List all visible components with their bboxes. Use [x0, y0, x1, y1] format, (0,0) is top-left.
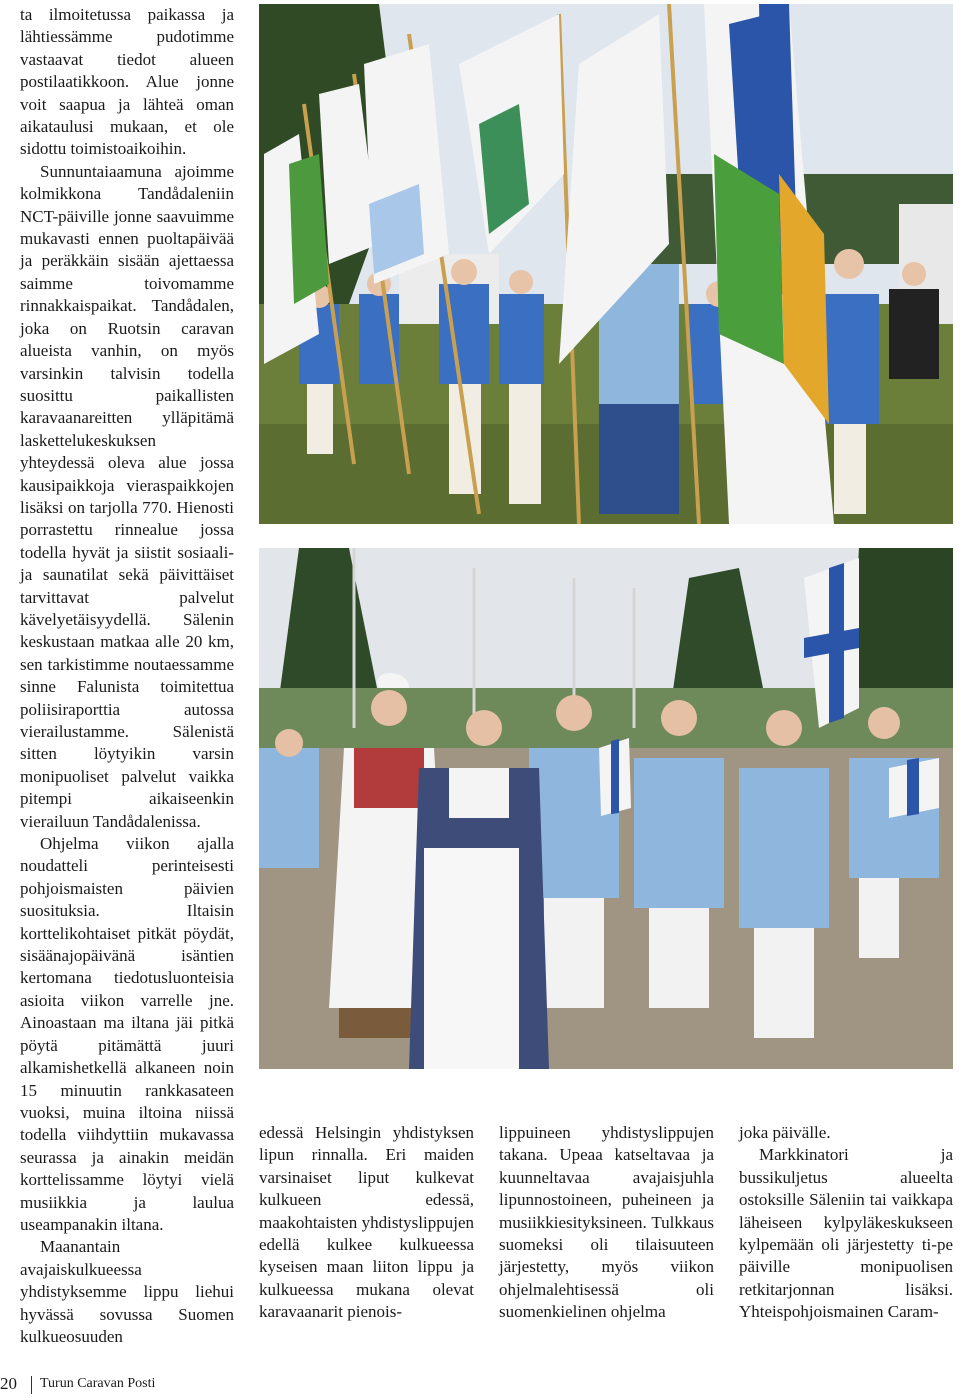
article-column-bottom-2 — [499, 1122, 714, 1324]
paragraph: Maanantain avajaiskulkueessa yhdistyksemme lippu liehui hyvässä sovussa Suomen kulkueosuuden — [20, 1237, 234, 1346]
paragraph: ta ilmoitetussa paikassa ja lähtiessämme pudotimme vastaavat tiedot alueen postilaatikkoon. Alue jonne voit saapua ja lähteä oman aikataulusi mukaan, et ole sidottu toimistoaikoihin. — [20, 5, 234, 159]
photo-folk-costumes — [259, 548, 953, 1069]
paragraph: Markkinatori ja bussikuljetus alueelta ostoksille Säleniin tai vaikkapa läheiseen kylpyläkeskukseen kylpemään oli järjestetty ti-pe päiville monipuolisen retkitarjonnan lisäksi. Yhteispohjoismainen Caram- — [739, 1145, 953, 1322]
page-footer — [0, 1374, 400, 1398]
paragraph: joka päivälle. — [739, 1123, 831, 1142]
article-column-bottom-1 — [259, 1122, 474, 1324]
footer-divider — [31, 1376, 32, 1394]
page-number: 20 — [0, 1374, 17, 1393]
paragraph: lippuineen yhdistyslippujen takana. Upeaa katseltavaa ja kuunneltavaa avajaisjuhla lipunnostoineen, puheineen ja musiikkiesityksineen. Tulkkaus suomeksi oli tilaisuuteen järjestetty, myös viikon ohjelmalehtisessä oli suomenkielinen ohjelma — [499, 1123, 714, 1322]
paragraph: Sunnuntaiaamuna ajoimme kolmikkona Tandådaleniin NCT-päiville jonne saavuimme mukavasti ennen puoltapäivää ja peräkkäin sisään ajettaessa saimme toivomamme rinnakkaispaikat. Tandådalen, joka on Ruotsin caravan alueista vanhin, on myös varsinkin talvisin todella suosittu paikallisten karavaanareitten ylläpitämä laskettelukeskuksen yhteydessä oleva alue jossa kausipaikkoja vieraspaikkojen lisäksi on tarjolla 770. Hienosti porrastettu rinnealue jossa todella hyvät ja siistit sosiaali- ja saunatilat sekä päivittäiset tarvittavat palvelut kävelyetäisyydellä. Sälenin keskustaan matkaa alle 20 km, sen tarkistimme noutaessamme sinne Falunista toimitettua poliisiraporttia autossa vierailustamme. Sälenistä sitten löytyikin varsin monipuoliset palvelut vaikka pitempi aikaiseenkin vierailuun Tandådalenissa. — [20, 161, 234, 831]
article-column-left — [20, 4, 234, 1348]
photo-flag-bearers — [259, 4, 953, 524]
paragraph: edessä Helsingin yhdistyksen lipun rinnalla. Eri maiden varsinaiset liput kulkevat kulkueen edessä, maakohtaisten yhdistyslippujen edellä kulkee kulkueessa kyseisen maan liiton lippu ja kulkueessa mukana olevat karavaanarit pienois- — [259, 1123, 474, 1322]
paragraph: Ohjelma viikon ajalla noudatteli perinteisesti pohjoismaisten päivien suosituksia. Iltaisin korttelikohtaiset pitkät pöydät, sisäänajopäivänä isäntien kertomana tiedotusluonteisia asioita viikon varrelle jne. Ainoastaan ma iltana jäi pitkä pöytä pitämättä juuri alkamishetkellä alkaneen noin 15 minuutin rankkasateen vuoksi, muina iltoina niissä todella viihdyttiin mukavassa seurassa ja ainakin meidän korttelissamme löytyi vielä musiikkia ja laulua useampanakin iltana. — [20, 834, 234, 1234]
magazine-name: Turun Caravan Posti — [40, 1376, 156, 1391]
article-column-bottom-3 — [739, 1122, 953, 1324]
